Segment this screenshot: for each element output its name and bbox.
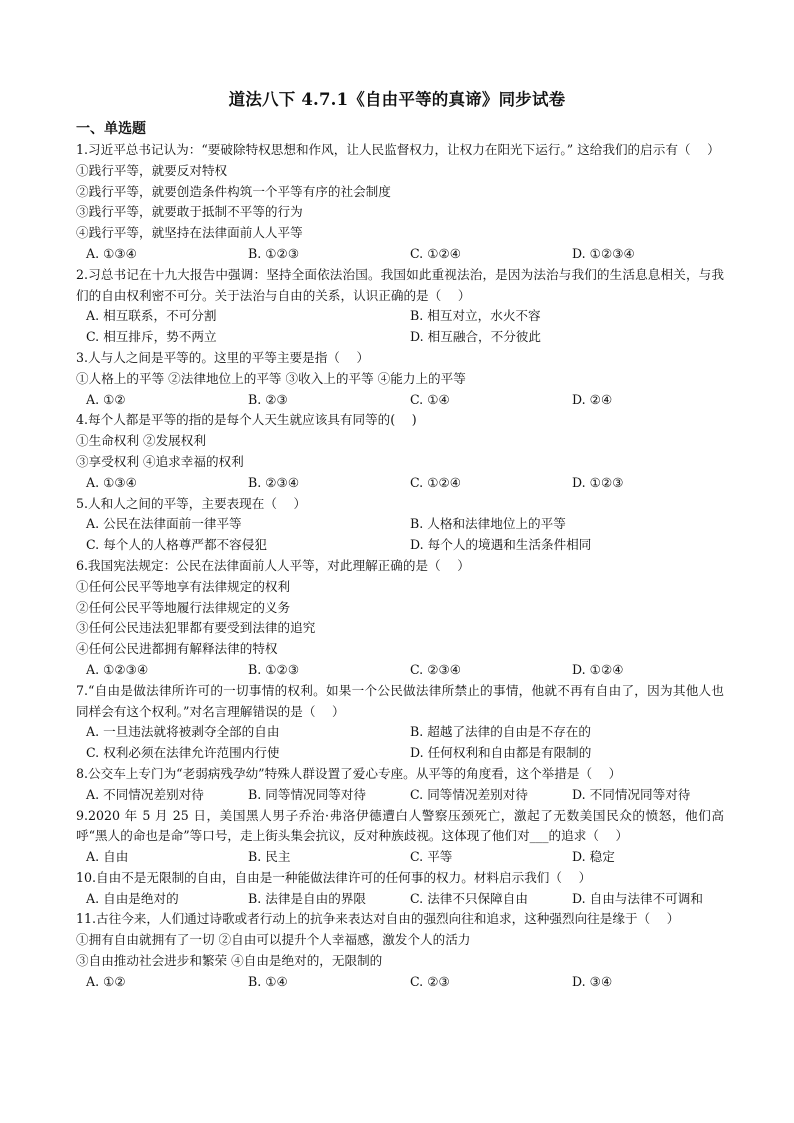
- answer-options: [76, 306, 724, 348]
- question: [76, 681, 724, 764]
- option-a[interactable]: A. 自由: [86, 849, 129, 865]
- question: [76, 494, 724, 556]
- question: [76, 265, 724, 348]
- option-a[interactable]: A. ①③④: [86, 474, 137, 490]
- option-d[interactable]: D. ②④: [572, 391, 613, 407]
- answer-options: [76, 244, 724, 265]
- question-stem: 2.习总书记在十九大报告中强调：坚持全面依法治国。我国如此重视法治，是因为法治与我们的生活息息相关，与我们的自由权利密不可分。关于法治与自由的关系，认识正确的是（ ）: [76, 266, 724, 303]
- option-b[interactable]: B. 民主: [248, 849, 291, 865]
- answer-options: [76, 847, 724, 868]
- option-d[interactable]: D. 自由与法律不可调和: [572, 890, 703, 906]
- option-c[interactable]: C. ②③: [410, 973, 450, 989]
- option-b[interactable]: B. ①②③: [248, 661, 300, 677]
- option-c[interactable]: C. 法律不只保障自由: [410, 890, 528, 906]
- statement-item: ①人格上的平等 ②法律地位上的平等 ③收入上的平等 ④能力上的平等: [76, 370, 466, 386]
- answer-options: [76, 972, 724, 993]
- question-stem: 4.每个人都是平等的指的是每个人天生就应该具有同等的( ): [76, 412, 417, 428]
- option-d[interactable]: D. ①②③④: [572, 245, 635, 261]
- option-b[interactable]: B. 法律是自由的界限: [248, 890, 367, 906]
- answer-options: [76, 722, 724, 764]
- answer-options: [76, 473, 724, 494]
- option-a[interactable]: A. ①③④: [86, 245, 137, 261]
- option-a[interactable]: A. 一旦违法就将被剥夺全部的自由: [86, 724, 280, 740]
- option-b[interactable]: B. ②③: [248, 391, 288, 407]
- statement-item: ④任何公民进都拥有解释法律的特权: [76, 641, 278, 657]
- statement-item: ①拥有自由就拥有了一切 ②自由可以提升个人幸福感，激发个人的活力: [76, 932, 471, 948]
- option-c[interactable]: C. 相互排斥，势不两立: [86, 329, 217, 345]
- statement-item: ③践行平等，就要敢于抵制不平等的行为: [76, 204, 303, 220]
- option-a[interactable]: A. 不同情况差别对待: [86, 786, 204, 802]
- option-d[interactable]: D. 相互融合，不分彼此: [410, 329, 541, 345]
- option-d[interactable]: D. 稳定: [572, 849, 615, 865]
- option-a[interactable]: A. ①②③④: [86, 661, 149, 677]
- statement-item: ③任何公民违法犯罪都有要受到法律的追究: [76, 620, 316, 636]
- question-stem: 6.我国宪法规定：公民在法律面前人人平等，对此理解正确的是（ ）: [76, 557, 470, 573]
- question: [76, 806, 724, 868]
- statement-item: ①任何公民平等地享有法律规定的权利: [76, 578, 291, 594]
- option-c[interactable]: C. 每个人的人格尊严都不容侵犯: [86, 537, 267, 553]
- question-stem: 1.习近平总书记认为：“要破除特权思想和作风，让人民监督权力，让权力在阳光下运行。” 这给我们的启示有（ ）: [76, 142, 720, 157]
- question: [76, 764, 724, 806]
- statement-item: ①生命权利 ②发展权利: [76, 433, 206, 449]
- option-d[interactable]: D. ③④: [572, 973, 613, 989]
- option-a[interactable]: A. ①②: [86, 973, 126, 989]
- option-d[interactable]: D. 不同情况同等对待: [572, 786, 691, 802]
- option-a[interactable]: A. 公民在法律面前一律平等: [86, 516, 242, 532]
- statement-item: ②践行平等，就要创造条件构筑一个平等有序的社会制度: [76, 183, 391, 199]
- question: [76, 348, 724, 410]
- option-c[interactable]: C. ①②④: [410, 245, 462, 261]
- option-c[interactable]: C. 权利必须在法律允许范围内行使: [86, 745, 280, 761]
- option-c[interactable]: C. 平等: [410, 849, 453, 865]
- answer-options: [76, 660, 724, 681]
- question: [76, 868, 724, 910]
- answer-options: [76, 390, 724, 411]
- option-b[interactable]: B. 同等情况同等对待: [248, 786, 367, 802]
- answer-options: [76, 889, 724, 910]
- option-a[interactable]: A. ①②: [86, 391, 126, 407]
- question-stem: 9.2020 年 5 月 25 日，美国黑人男子乔治·弗洛伊德遭白人警察压颈死亡，激起了无数美国民众的愤怒，他们高呼“黑人的命也是命”等口号，走上街头集会抗议，反对种族歧视。这体现了他们对___的追求（ ）: [76, 807, 724, 844]
- question: [76, 410, 724, 493]
- option-b[interactable]: B. 人格和法律地位上的平等: [410, 516, 566, 532]
- option-c[interactable]: C. 同等情况差别对待: [410, 786, 528, 802]
- question: [76, 140, 724, 265]
- question-list: [76, 140, 724, 993]
- option-c[interactable]: C. ①④: [410, 391, 450, 407]
- answer-options: [76, 514, 724, 556]
- option-c[interactable]: C. ②③④: [410, 661, 462, 677]
- statement-item: ③享受权利 ④追求幸福的权利: [76, 453, 244, 469]
- option-b[interactable]: B. 相互对立，水火不容: [410, 308, 541, 324]
- statement-item: ④践行平等，就坚持在法律面前人人平等: [76, 225, 303, 241]
- question-stem: 7.“自由是做法律所许可的一切事情的权利。如果一个公民做法律所禁止的事情，他就不再有自由了，因为其他人也同样会有这个权利。”对名言理解错误的是（ ）: [76, 682, 724, 719]
- page-title: 道法八下 4.7.1《自由平等的真谛》同步试卷: [228, 90, 566, 109]
- statement-item: ③自由推动社会进步和繁荣 ④自由是绝对的，无限制的: [76, 953, 383, 969]
- option-d[interactable]: D. ①②④: [572, 661, 624, 677]
- option-b[interactable]: B. 超越了法律的自由是不存在的: [410, 724, 591, 740]
- question-stem: 3.人与人之间是平等的。这里的平等主要是指（ ）: [76, 349, 370, 365]
- statement-item: ①践行平等，就要反对特权: [76, 162, 228, 178]
- question-stem: 5.人和人之间的平等，主要表现在（ ）: [76, 495, 307, 511]
- question-stem: 8.公交车上专门为“老弱病残孕幼”特殊人群设置了爱心专座。从平等的角度看，这个举措是（ ）: [76, 765, 622, 781]
- option-d[interactable]: D. ①②③: [572, 474, 624, 490]
- question-stem: 11.古往今来，人们通过诗歌或者行动上的抗争来表达对自由的强烈向往和追求，这种强烈向往是缘于（ ）: [76, 911, 680, 927]
- option-d[interactable]: D. 任何权利和自由都是有限制的: [410, 745, 592, 761]
- answer-options: [76, 785, 724, 806]
- option-d[interactable]: D. 每个人的境遇和生活条件相同: [410, 537, 592, 553]
- option-a[interactable]: A. 自由是绝对的: [86, 890, 179, 906]
- question: [76, 909, 724, 992]
- option-b[interactable]: B. ①④: [248, 973, 288, 989]
- option-a[interactable]: A. 相互联系，不可分割: [86, 308, 217, 324]
- question: [76, 556, 724, 681]
- question-stem: 10.自由不是无限制的自由，自由是一种能做法律许可的任何事的权力。材料启示我们（ ）: [76, 869, 592, 885]
- option-b[interactable]: B. ①②③: [248, 245, 300, 261]
- option-c[interactable]: C. ①②④: [410, 474, 462, 490]
- statement-item: ②任何公民平等地履行法律规定的义务: [76, 599, 291, 615]
- section-heading: 一、单选题: [76, 121, 146, 137]
- option-b[interactable]: B. ②③④: [248, 474, 300, 490]
